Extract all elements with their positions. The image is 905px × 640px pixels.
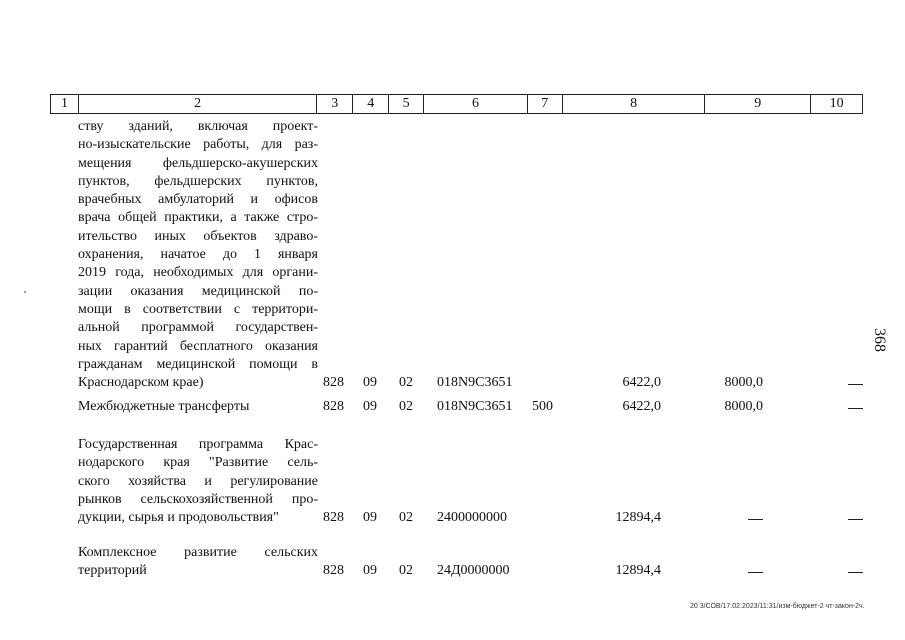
empty-value-dash <box>748 519 763 520</box>
description-line: альной программой государствен- <box>78 320 318 336</box>
header-col-2: 2 <box>78 95 316 113</box>
description-line: дукции, сырья и продовольствия" <box>78 510 279 526</box>
row-description <box>78 118 318 392</box>
description-line: рынков сельскохозяйственной про- <box>78 491 318 507</box>
row-c3-value: 828 <box>323 375 344 391</box>
description-line: ству зданий, включая проект- <box>78 119 318 134</box>
description-line: территорий <box>78 563 147 579</box>
empty-value-dash <box>748 572 763 573</box>
header-col-10: 10 <box>810 95 862 113</box>
row-description <box>78 436 318 527</box>
row-c5-value: 02 <box>399 563 413 579</box>
scan-speck <box>24 291 26 293</box>
page-number <box>868 327 890 353</box>
row-c8-value: 6422,0 <box>622 399 661 414</box>
row-c9-value: 8000,0 <box>724 399 763 414</box>
description-line: гражданам медицинской помощи в <box>78 356 318 372</box>
empty-value-dash <box>848 384 863 385</box>
description-line: мощи в соответствии с территори- <box>78 301 318 317</box>
row-c3-value: 828 <box>323 399 344 414</box>
description-line: зации оказания медицинской по- <box>78 283 318 299</box>
header-col-8: 8 <box>562 95 705 113</box>
description-line: охранения, начатое до 1 января <box>78 247 318 263</box>
row-c4-value: 09 <box>363 510 377 526</box>
header-col-5: 5 <box>388 95 423 113</box>
description-line: Межбюджетные трансферты <box>78 399 250 414</box>
table-header <box>50 94 863 114</box>
description-line: Комплексное развитие сельских <box>78 545 318 560</box>
row-c4-value: 09 <box>363 399 377 414</box>
description-line: мещения фельдшерско-акушерских <box>78 155 318 171</box>
description-line: врача общей практики, а также стро- <box>78 210 318 226</box>
row-c7-value: 500 <box>532 399 553 414</box>
header-col-9: 9 <box>704 95 810 113</box>
row-c6-value: 2400000000 <box>437 510 507 526</box>
description-line: нодарского края "Развитие сель- <box>78 455 318 471</box>
header-col-1: 1 <box>60 96 68 111</box>
empty-value-dash <box>848 408 863 409</box>
empty-value-dash <box>848 519 863 520</box>
description-line: но-изыскательские работы, для раз- <box>78 137 318 153</box>
row-c5-value: 02 <box>399 399 413 414</box>
row-c5-value: 02 <box>399 510 413 526</box>
description-line: ительство иных объектов здраво- <box>78 228 318 244</box>
footer-stamp: 20 3/СОВ/17.02.2023/11:31/изм-бюджет-2 чт-закон-2ч. <box>690 603 865 610</box>
row-c3-value: 828 <box>323 563 344 579</box>
row-c3-value: 828 <box>323 510 344 526</box>
description-line: врачебных амбулаторий и офисов <box>78 192 318 208</box>
row-c6-value: 018N9C3651 <box>437 399 513 414</box>
row-c4-value: 09 <box>363 563 377 579</box>
row-description <box>78 398 318 416</box>
header-col-4: 4 <box>352 95 388 113</box>
empty-value-dash <box>848 572 863 573</box>
page-number-text: 368 <box>871 328 888 352</box>
row-c6-value: 24Д0000000 <box>437 563 510 579</box>
description-line: ных гарантий бесплатного оказания <box>78 338 318 354</box>
row-c9-value: 8000,0 <box>724 375 763 391</box>
description-line: Краснодарском крае) <box>78 375 204 391</box>
row-c8-value: 12894,4 <box>615 510 661 526</box>
header-col-7: 7 <box>527 95 562 113</box>
row-c8-value: 12894,4 <box>615 563 661 579</box>
header-col-6: 6 <box>423 95 527 113</box>
row-c6-value: 018N9C3651 <box>437 375 513 391</box>
description-line: ского хозяйства и регулирование <box>78 473 318 489</box>
description-line: пунктов, фельдшерских пунктов, <box>78 173 318 189</box>
row-c5-value: 02 <box>399 375 413 391</box>
row-c4-value: 09 <box>363 375 377 391</box>
row-description <box>78 544 318 581</box>
description-line: 2019 года, необходимых для органи- <box>78 265 318 281</box>
row-c8-value: 6422,0 <box>622 375 661 391</box>
description-line: Государственная программа Крас- <box>78 437 318 452</box>
header-col-3: 3 <box>316 95 352 113</box>
